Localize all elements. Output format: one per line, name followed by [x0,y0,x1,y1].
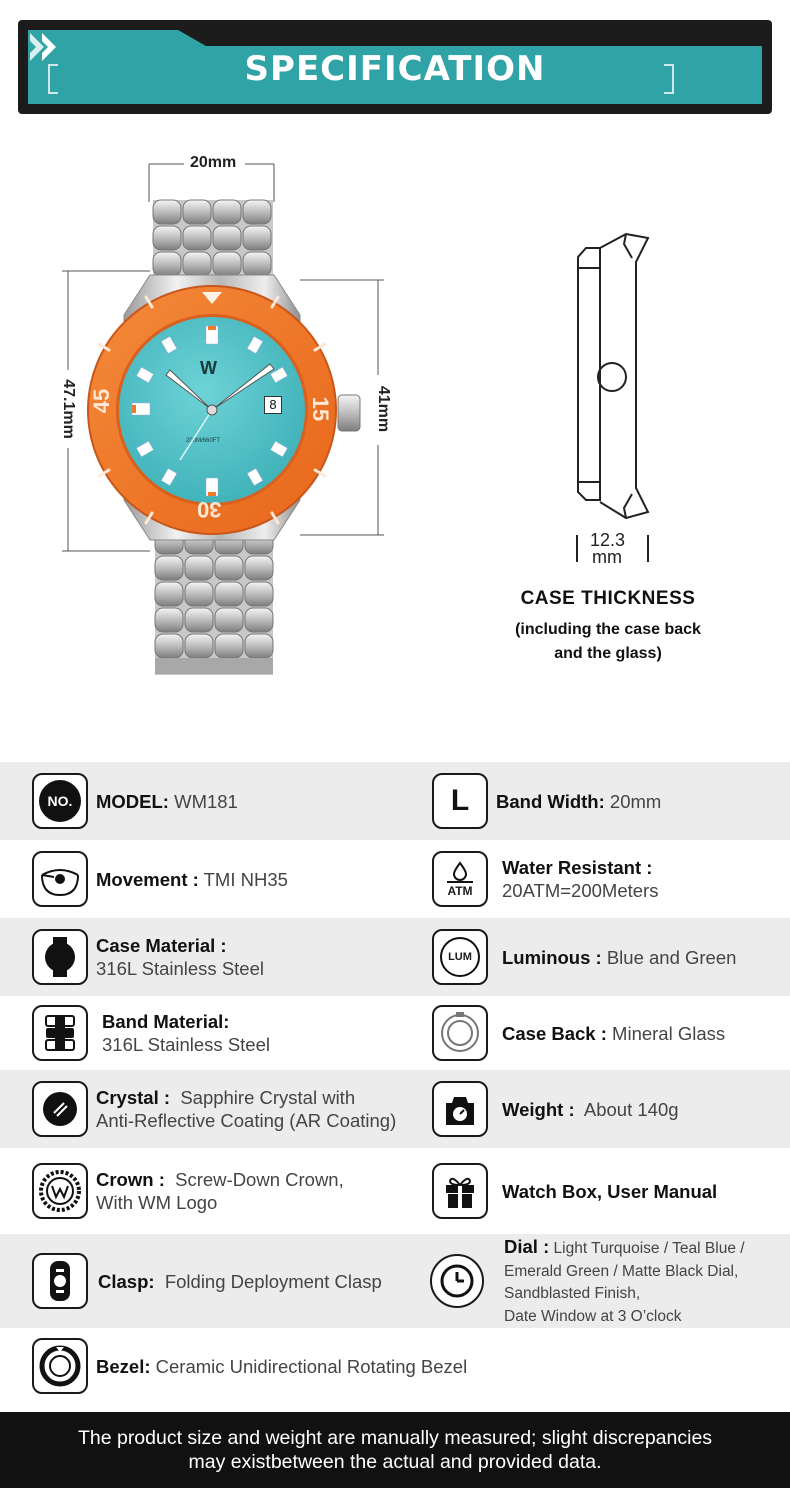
crown-logo-icon [32,1163,88,1219]
model-label: MODEL: [96,790,169,812]
spec-bezel [32,1338,467,1394]
spec-row-5 [0,1070,790,1148]
spec-crystal [32,1081,396,1137]
band-width-label: Band Width: [496,790,605,812]
dial-value-line4: Date Window at 3 O’clock [504,1307,682,1325]
band-width-icon [432,773,488,829]
gift-box-icon [432,1163,488,1219]
weight-value: About 140g [583,1098,679,1120]
clasp-value: Folding Deployment Clasp [164,1270,382,1292]
case-thickness-subtitle [470,618,746,666]
band-width-value: 20mm [609,790,662,812]
case-diameter-label: 41mm [375,385,393,433]
luminous-label: Luminous : [502,946,602,968]
spec-dial [430,1254,484,1308]
dial-value-line2: Emerald Green / Matte Black Dial, [504,1262,739,1280]
double-chevron-icon [28,30,62,64]
dial-value-line3: Sandblasted Finish, [504,1285,641,1302]
luminous-icon-text: LUM [440,937,480,977]
scale-icon [432,1081,488,1137]
model-icon-text: NO. [39,780,81,822]
bezel-icon [32,1338,88,1394]
spec-luminous [432,929,736,985]
spec-movement [32,851,288,907]
crystal-label: Crystal : [96,1087,171,1108]
band-material-value: 316L Stainless Steel [102,1034,270,1055]
movement-value: TMI NH35 [203,868,288,890]
date-window: 8 [264,396,282,414]
spec-water-resistance [432,851,658,907]
watch-illustration-area [0,140,790,700]
lug-width-label: 20mm [190,154,237,171]
case-back-value: Mineral Glass [612,1022,726,1044]
spec-weight [432,1081,679,1137]
dial-depth-rating: 200M/660FT [186,438,221,444]
crown-value-line1: Screw-Down Crown, [175,1169,344,1190]
bezel-numeral-15: 15 [308,396,334,422]
case-thickness-sub-line2: and the glass) [554,645,662,662]
lug-to-lug-label: 47.1mm [59,379,77,439]
spec-model [32,773,238,829]
bracelet-link-icon [32,1005,88,1061]
crystal-value-line2: Anti-Reflective Coating (AR Coating) [96,1110,397,1131]
luminous-icon [432,929,488,985]
clasp-icon [32,1253,88,1309]
luminous-value: Blue and Green [606,946,737,968]
dial-label: Dial : [504,1236,550,1257]
spec-row-3 [0,918,790,996]
box-label: Watch Box, User Manual [502,1180,718,1202]
spec-row-7 [0,1234,790,1328]
clock-icon [430,1254,484,1308]
page-title: SPECIFICATION [244,49,546,89]
bezel-numeral-45: 45 [89,388,115,414]
case-thickness-sub-line1: (including the case back [515,621,701,638]
crystal-icon [32,1081,88,1137]
bezel-label: Bezel: [96,1355,151,1377]
spec-clasp [32,1253,382,1309]
case-material-value: 316L Stainless Steel [96,958,264,979]
disclaimer-line1: The product size and weight are manually measured; slight discrepancies [77,1427,713,1449]
dial-value-line1: Light Turquoise / Teal Blue / [553,1240,745,1257]
spec-row-1 [0,762,790,840]
band-material-label: Band Material: [102,1011,230,1032]
disclaimer-line2: may existbetween the actual and provided data. [188,1451,602,1473]
water-value: 20ATM=200Meters [502,880,659,901]
bezel-numeral-30: 30 [197,497,222,522]
thickness-value: 12.3 [590,530,626,550]
dial-text-block [504,1236,745,1328]
movement-label: Movement : [96,868,199,890]
case-back-icon [432,1005,488,1061]
spec-row-2 [0,840,790,918]
spec-row-8 [0,1328,790,1408]
case-icon [32,929,88,985]
spec-band-material [32,1005,270,1061]
weight-label: Weight : [502,1098,575,1120]
case-back-label: Case Back : [502,1022,607,1044]
spec-row-6 [0,1148,790,1234]
model-number-icon [32,773,88,829]
spec-box [432,1163,717,1219]
spec-case-material [32,929,264,985]
spec-crown [32,1163,344,1219]
thickness-unit: mm [592,547,622,567]
case-material-label: Case Material : [96,935,227,956]
band-width-icon-text: L [450,784,470,817]
water-label: Water Resistant : [502,857,653,878]
water-drop-icon [432,851,488,907]
disclaimer-footer [0,1412,790,1488]
header-banner [28,30,762,104]
spec-band-width [432,773,661,829]
clasp-label: Clasp: [98,1270,155,1292]
spec-case-back [432,1005,725,1061]
spec-row-4 [0,996,790,1070]
dial-logo-icon: W [200,358,217,378]
model-value: WM181 [174,790,238,812]
crown-label: Crown : [96,1169,165,1190]
crystal-value-line1: Sapphire Crystal with [180,1087,356,1108]
case-thickness-title: CASE THICKNESS [520,588,696,609]
bezel-value: Ceramic Unidirectional Rotating Bezel [155,1355,468,1377]
crown-value-line2: With WM Logo [96,1192,218,1213]
movement-icon [32,851,88,907]
watch-side-profile [0,140,790,700]
water-icon-text: ATM [447,881,472,898]
